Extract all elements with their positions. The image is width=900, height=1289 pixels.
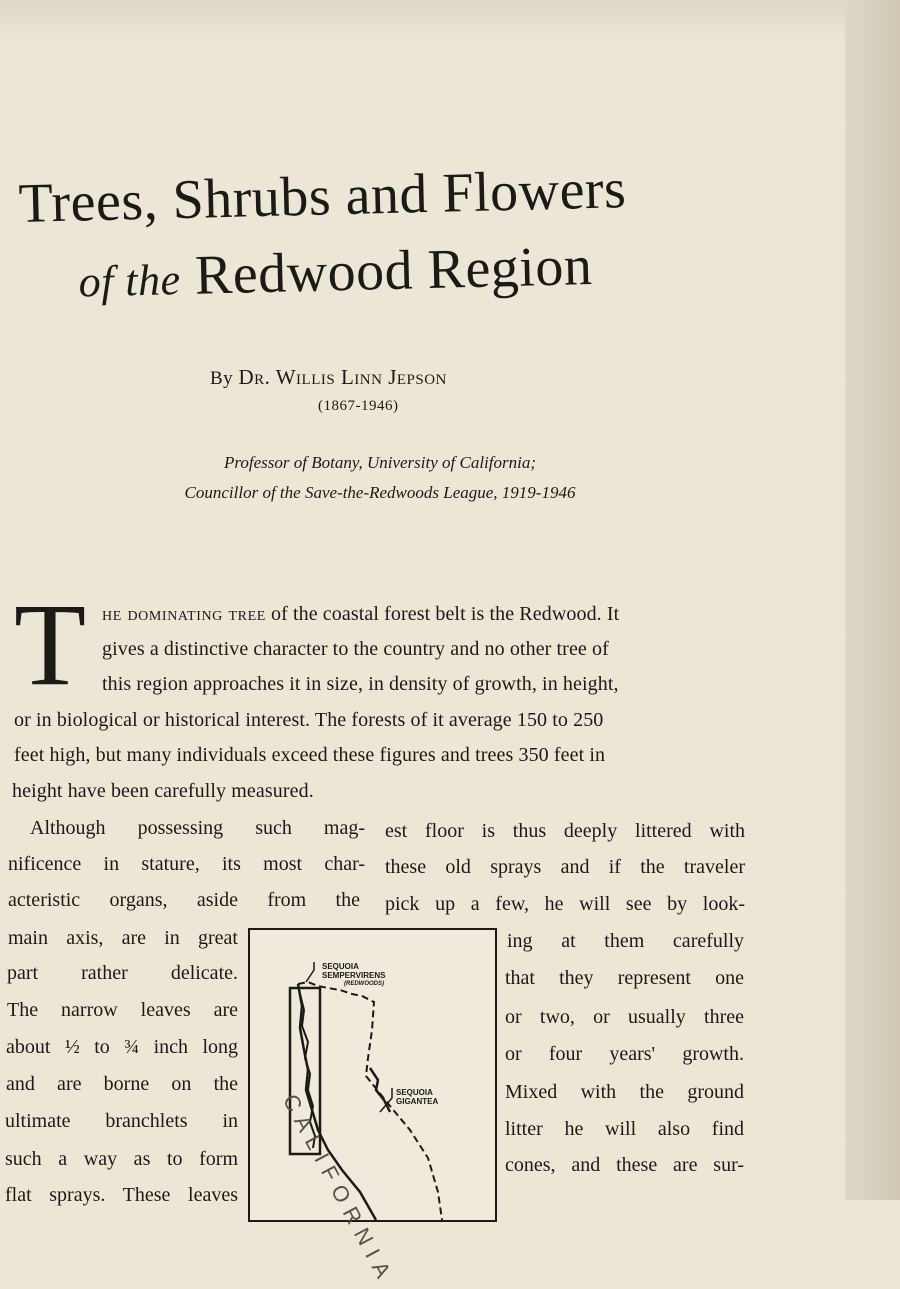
intro-line-1 <box>102 603 619 626</box>
right-col-line: or two, or usually three <box>505 1006 744 1028</box>
author-name: Dr. Willis Linn Jepson <box>238 365 447 389</box>
right-col-line: these old sprays and if the traveler <box>385 856 745 878</box>
right-col-line: ing at them carefully <box>507 930 744 952</box>
pointer-sempervirens <box>306 962 314 982</box>
author-dates: (1867-1946) <box>318 398 399 414</box>
redwood-range-map <box>248 928 497 1289</box>
title-of-the: of the <box>78 254 182 307</box>
left-col-line: The narrow leaves are <box>7 999 238 1021</box>
left-col-line: nificence in stature, its most char- <box>8 853 365 875</box>
right-col-line: that they represent one <box>505 967 744 989</box>
label-gigantea <box>396 1088 438 1106</box>
left-col-line: Although possessing such mag- <box>30 817 365 839</box>
author-affiliation <box>120 448 640 508</box>
right-col-line: or four years' growth. <box>505 1043 744 1065</box>
gigantea-belt <box>370 1068 390 1112</box>
left-col-line: main axis, are in great <box>8 927 238 949</box>
intro-line-3: this region approaches it in size, in density of growth, in height, <box>102 673 619 695</box>
right-col-line: litter he will also find <box>505 1118 744 1140</box>
right-col-line: cones, and these are sur- <box>505 1154 744 1176</box>
left-col-line: acteristic organs, aside from the <box>8 889 360 911</box>
label-sempervirens-2: SEMPERVIRENS <box>322 971 386 980</box>
byline-by: By <box>210 368 234 389</box>
label-gigantea-1: SEQUOIA <box>396 1088 433 1097</box>
intro-line-6: height have been carefully measured. <box>12 780 314 802</box>
intro-lead-caps: he dominating tree <box>102 603 266 625</box>
left-col-line: such a way as to form <box>5 1148 238 1170</box>
affiliation-line-2: Councillor of the Save-the-Redwoods League, 1919-1946 <box>184 483 576 502</box>
article-title <box>18 156 801 307</box>
title-line-2 <box>20 232 801 307</box>
label-gigantea-2: GIGANTEA <box>396 1097 439 1106</box>
intro-line-1-rest: of the coastal forest belt is the Redwood. It <box>265 603 620 625</box>
title-redwood-region: Redwood Region <box>194 234 594 307</box>
left-col-line: about ½ to ¾ inch long <box>6 1036 238 1058</box>
right-col-line: est floor is thus deeply littered with <box>385 820 745 842</box>
right-col-line: Mixed with the ground <box>505 1081 744 1103</box>
label-sempervirens-1: SEQUOIA <box>322 962 359 971</box>
left-col-line: flat sprays. These leaves <box>5 1184 238 1206</box>
drop-cap: T <box>14 579 87 710</box>
affiliation-line-1: Professor of Botany, University of California; <box>224 453 536 472</box>
intro-line-2: gives a distinctive character to the country and no other tree of <box>102 638 609 660</box>
label-sempervirens <box>322 962 385 989</box>
label-california: CALIFORNIA <box>277 1090 400 1289</box>
adjacent-page-edge <box>845 0 900 1200</box>
page-top-shadow <box>0 0 900 40</box>
intro-line-4: or in biological or historical interest. The forests of it average 150 to 250 <box>14 709 604 731</box>
right-col-line: pick up a few, he will see by look- <box>385 893 745 915</box>
label-sempervirens-3: (REDWOODS) <box>344 981 384 987</box>
byline <box>210 365 447 390</box>
title-line-1: Trees, Shrubs and Flowers <box>17 157 628 235</box>
left-col-line: part rather delicate. <box>7 962 238 984</box>
pointer-gigantea <box>380 1088 392 1112</box>
left-col-line: ultimate branchlets in <box>5 1110 238 1132</box>
intro-line-5: feet high, but many individuals exceed these figures and trees 350 feet in <box>14 744 606 766</box>
left-col-line: and are borne on the <box>6 1073 238 1095</box>
